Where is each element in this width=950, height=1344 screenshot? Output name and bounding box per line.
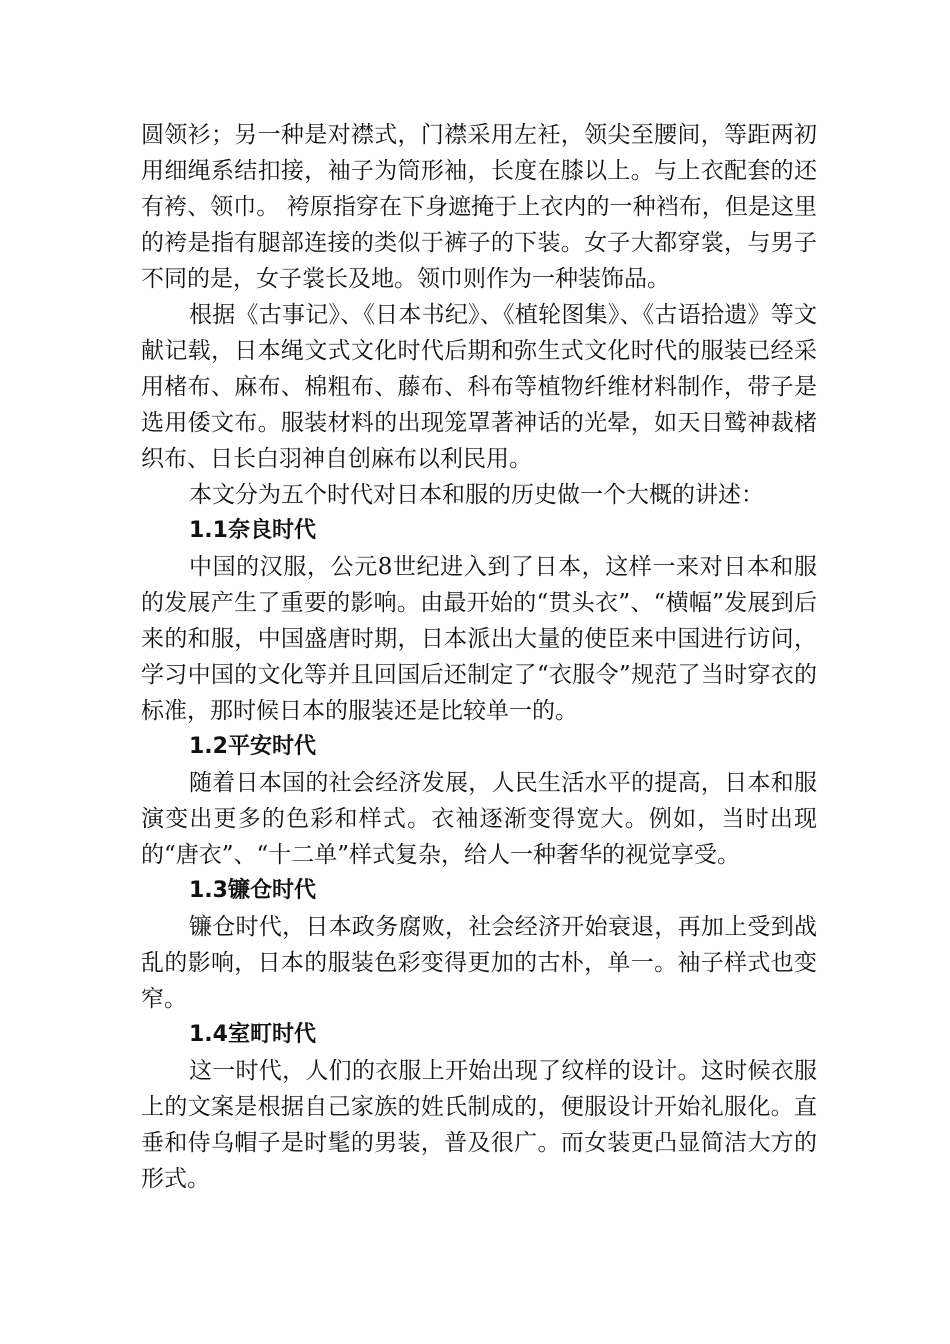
heading-muromachi-period: 1.4室町时代 <box>189 1022 316 1047</box>
paragraph-historical-records: 根据《古事记》、《日本书纪》、《植轮图集》、《古语拾遗》等文献记载，日本绳文式文化时代后期和弥生式文化时代的服装已经采用楮布、麻布、棉粗布、藤布、科布等植物纤维材料制作，带子是选用倭文布。服装材料的出现笼罩著神话的光晕，如天日鹫神裁楮织布、日长白羽神自创麻布以利民用。 <box>141 302 817 472</box>
heading-nara-period: 1.1奈良时代 <box>189 518 316 543</box>
paragraph-collar-styles: 圆领衫；另一种是对襟式，门襟采用左衽，领尖至腰间，等距两初用细绳系结扣接，袖子为筒形袖，长度在膝以上。与上衣配套的还有袴、领巾。 袴原指穿在下身遮掩于上衣内的一种裆布，但是这里的袴是指有腿部连接的类似于裤子的下装。女子大都穿裳，与男子不同的是，女子裳长及地。领巾则作为一种装饰品。 <box>141 122 817 292</box>
heading-kamakura-period: 1.3镰仓时代 <box>189 878 316 903</box>
paragraph-muromachi-period: 这一时代，人们的衣服上开始出现了纹样的设计。这时候衣服上的文案是根据自己家族的姓氏制成的，便服设计开始礼服化。直垂和侍乌帽子是时髦的男装，普及很广。而女装更凸显简洁大方的形式。 <box>141 1058 817 1192</box>
paragraph-nara-period: 中国的汉服，公元8世纪进入到了日本，这样一来对日本和服的发展产生了重要的影响。由最开始的“贯头衣”、“横幅”发展到后来的和服，中国盛唐时期，日本派出大量的使臣来中国进行访问，学习中国的文化等并且回国后还制定了“衣服令”规范了当时穿衣的标准，那时候日本的服装还是比较单一的。 <box>141 554 817 724</box>
heading-heian-period: 1.2平安时代 <box>189 734 316 759</box>
paragraph-kamakura-period: 镰仓时代，日本政务腐败，社会经济开始衰退，再加上受到战乱的影响，日本的服装色彩变得更加的古朴，单一。袖子样式也变窄。 <box>141 914 817 1012</box>
paragraph-heian-period: 随着日本国的社会经济发展，人民生活水平的提高，日本和服演变出更多的色彩和样式。衣袖逐渐变得宽大。例如，当时出现的“唐衣”、“十二单”样式复杂，给人一种奢华的视觉享受。 <box>141 770 817 868</box>
document-body <box>141 117 817 1197</box>
paragraph-outline: 本文分为五个时代对日本和服的历史做一个大概的讲述： <box>189 482 764 508</box>
